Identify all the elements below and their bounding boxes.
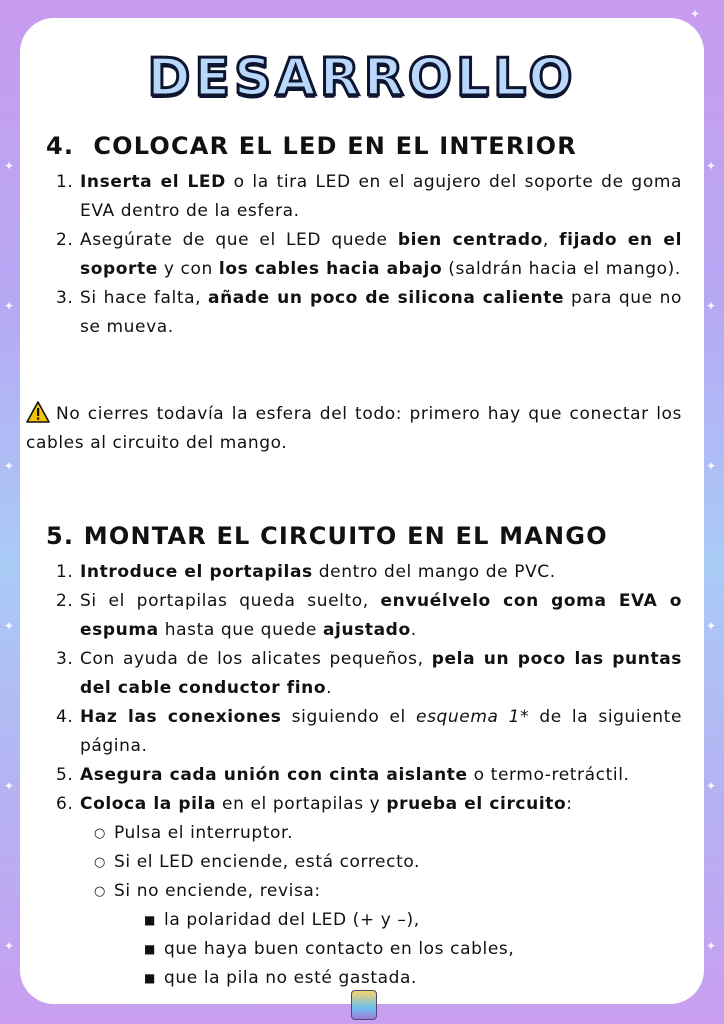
step-text: y con [157,259,219,279]
step-number: 3. [56,288,74,308]
section-4-step [56,168,682,226]
step-text: : [566,794,573,814]
step-text: Si hace falta, [80,288,208,308]
section-5-step [56,703,682,761]
bold-text: prueba el circuito [386,794,567,814]
section-4-steps [56,168,682,342]
bold-text: ajustado [322,620,411,640]
circle-bullet-icon: ○ [94,884,106,899]
bold-text: Introduce el portapilas [80,562,313,582]
circle-bullet-icon: ○ [94,855,106,870]
check-item [94,877,682,993]
step-number: 1. [56,172,74,192]
step-number: 3. [56,649,74,669]
square-bullet-icon: ■ [144,913,156,927]
review-item [144,964,682,993]
warning-note [26,400,682,458]
check-list [80,819,682,993]
step-number: 6. [56,794,74,814]
sparkle-icon: ✦ [706,939,717,953]
section-5-step [56,761,682,790]
section-5-step [56,558,682,587]
review-item [144,906,682,935]
review-list [114,906,682,993]
sparkle-icon: ✦ [690,7,701,21]
warning-icon [26,401,50,423]
review-text: que la pila no esté gastada. [164,968,418,988]
step-number: 5. [56,765,74,785]
section-5-step [56,587,682,645]
square-bullet-icon: ■ [144,942,156,956]
step-number: 4. [56,707,74,727]
step-text: (saldrán hacia el mango). [442,259,681,279]
bold-text: añade un poco de silicona caliente [208,288,565,308]
sparkle-icon: ✦ [706,779,717,793]
check-item [94,848,682,877]
sparkle-icon: ✦ [4,939,15,953]
review-item [144,935,682,964]
sparkle-icon: ✦ [4,299,15,313]
italic-text: esquema 1* [416,707,530,727]
bold-text: Asegura cada unión con cinta aislante [80,765,468,785]
sparkle-icon: ✦ [4,619,15,633]
square-bullet-icon: ■ [144,971,156,985]
step-text: , [542,230,560,250]
step-text: dentro del mango de PVC. [312,562,556,582]
step-text: en el portapilas y [216,794,387,814]
step-number: 2. [56,230,74,250]
step-text: o termo-retráctil. [467,765,630,785]
step-text: de la siguiente página. [80,707,683,756]
section-4-heading: 4. COLOCAR EL LED EN EL INTERIOR [46,132,577,160]
step-text: . [326,678,333,698]
step-text: Asegúrate de que el LED quede [80,230,398,250]
section-4-step [56,226,682,284]
sparkle-icon: ✦ [706,619,717,633]
bold-text: Haz las conexiones [80,707,282,727]
step-number: 1. [56,562,74,582]
logo [351,990,377,1020]
step-text: para que no se mueva. [80,288,682,337]
bold-text: envuélvelo con goma EVA o espuma [80,591,683,640]
sparkle-icon: ✦ [4,459,15,473]
bold-text: Inserta el LED [80,172,226,192]
check-text: Pulsa el interruptor. [114,823,294,843]
section-5-step [56,790,682,993]
sparkle-icon: ✦ [4,159,15,173]
step-text: Si el portapilas queda suelto, [80,591,381,611]
section-5-heading: 5. MONTAR EL CIRCUITO EN EL MANGO [46,522,608,550]
page-title: DESARROLLO [147,48,577,108]
bold-text: fijado en el soporte [80,230,682,279]
bold-text: pela un poco las puntas del cable conductor fino [80,649,682,698]
step-text: . [410,620,417,640]
step-number: 2. [56,591,74,611]
circle-bullet-icon: ○ [94,826,106,841]
sparkle-icon: ✦ [706,299,717,313]
check-text: Si el LED enciende, está correcto. [114,852,421,872]
sparkle-icon: ✦ [706,159,717,173]
sparkle-icon: ✦ [706,459,717,473]
section-5-steps [56,558,682,993]
bold-text: Coloca la pila [80,794,217,814]
step-text: hasta que quede [158,620,323,640]
review-text: que haya buen contacto en los cables, [164,939,515,959]
step-text: Con ayuda de los alicates pequeños, [80,649,432,669]
section-5-step [56,645,682,703]
step-text: siguiendo el [281,707,417,727]
review-text: la polaridad del LED (+ y –), [164,910,420,930]
bold-text: los cables hacia abajo [218,259,443,279]
warning-text: No cierres todavía la esfera del todo: primero hay que conectar los cables al circuito del mango. [26,404,682,453]
step-text: o la tira LED en el agujero del soporte de goma EVA dentro de la esfera. [80,172,682,221]
bold-text: bien centrado [397,230,543,250]
check-text: Si no enciende, revisa: [114,881,321,901]
check-item [94,819,682,848]
sparkle-icon: ✦ [4,779,15,793]
section-4-step [56,284,682,342]
